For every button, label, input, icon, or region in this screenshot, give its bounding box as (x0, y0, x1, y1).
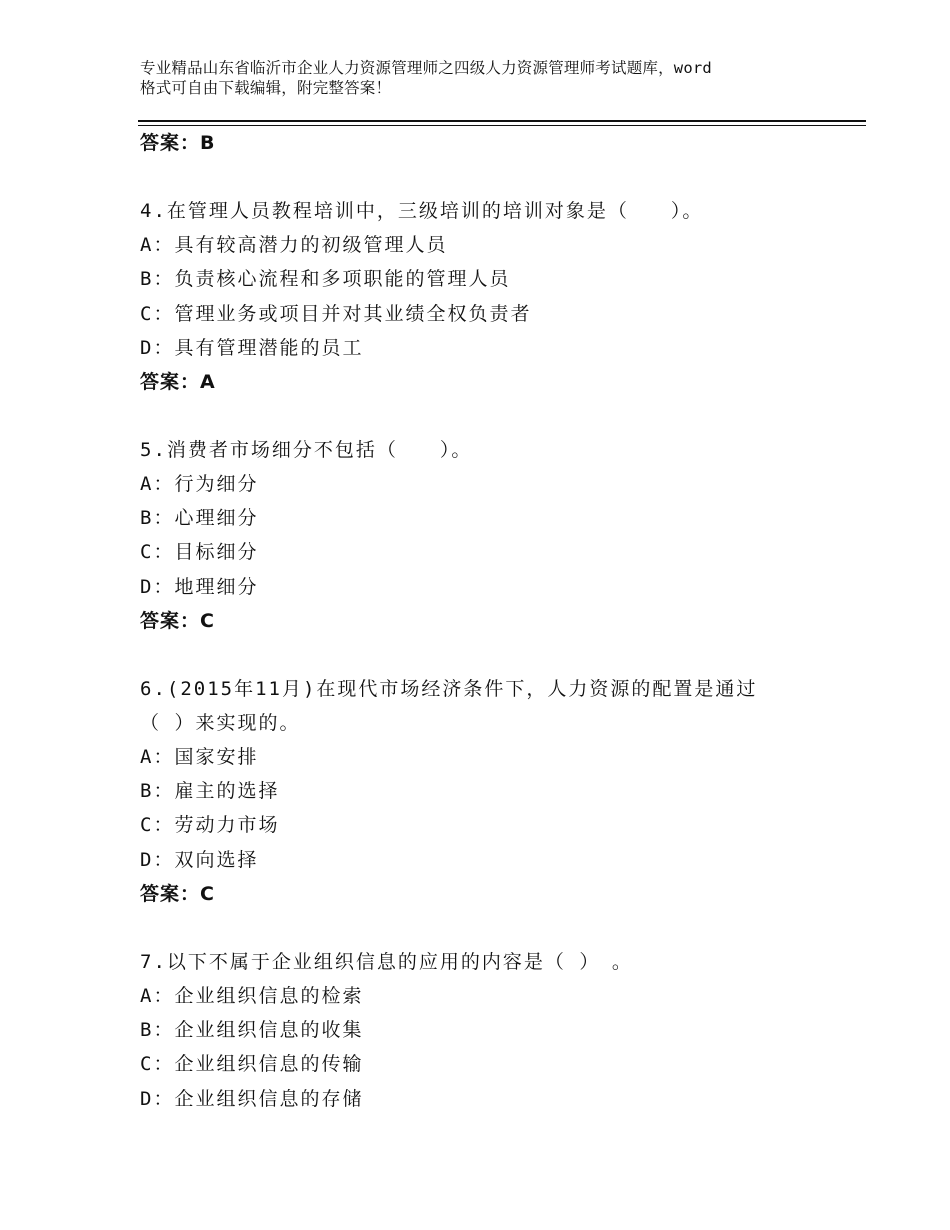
question-4-stem: 4.在管理人员教程培训中，三级培训的培训对象是（ ）。 (140, 200, 704, 222)
question-7-option-c: C：企业组织信息的传输 (140, 1053, 364, 1075)
header-line-1: 专业精品山东省临沂市企业人力资源管理师之四级人力资源管理师考试题库，word (140, 59, 712, 77)
question-4-option-c: C：管理业务或项目并对其业绩全权负责者 (140, 303, 532, 325)
question-6-stem-cont: （ ）来实现的。 (140, 712, 301, 734)
question-6-option-c: C：劳动力市场 (140, 814, 280, 836)
question-4-option-a: A：具有较高潜力的初级管理人员 (140, 234, 448, 256)
question-6-option-d: D：双向选择 (140, 849, 259, 871)
question-7-option-d: D：企业组织信息的存储 (140, 1088, 364, 1110)
question-7-option-b: B：企业组织信息的收集 (140, 1019, 364, 1041)
answer-q3: 答案：B (140, 132, 216, 154)
question-4-option-d: D：具有管理潜能的员工 (140, 337, 364, 359)
question-5-option-a: A：行为细分 (140, 473, 259, 495)
question-4-option-b: B：负责核心流程和多项职能的管理人员 (140, 268, 511, 290)
question-7-option-a: A：企业组织信息的检索 (140, 985, 364, 1007)
question-5-stem: 5.消费者市场细分不包括（ ）。 (140, 439, 473, 461)
question-5-option-b: B：心理细分 (140, 507, 259, 529)
question-6-option-a: A：国家安排 (140, 746, 259, 768)
answer-q6: 答案：C (140, 883, 215, 905)
document-header (140, 58, 830, 98)
header-line-2: 格式可自由下载编辑，附完整答案！ (140, 79, 392, 97)
answer-q4: 答案：A (140, 371, 216, 393)
header-rule-thick (138, 120, 866, 122)
question-6-option-b: B：雇主的选择 (140, 780, 280, 802)
question-7-stem: 7.以下不属于企业组织信息的应用的内容是（ ） 。 (140, 951, 633, 973)
answer-q5: 答案：C (140, 610, 215, 632)
question-5-option-d: D：地理细分 (140, 576, 259, 598)
question-6-stem: 6.(2015年11月)在现代市场经济条件下，人力资源的配置是通过 (140, 678, 758, 700)
header-rule-thin (138, 125, 866, 126)
question-5-option-c: C：目标细分 (140, 541, 259, 563)
